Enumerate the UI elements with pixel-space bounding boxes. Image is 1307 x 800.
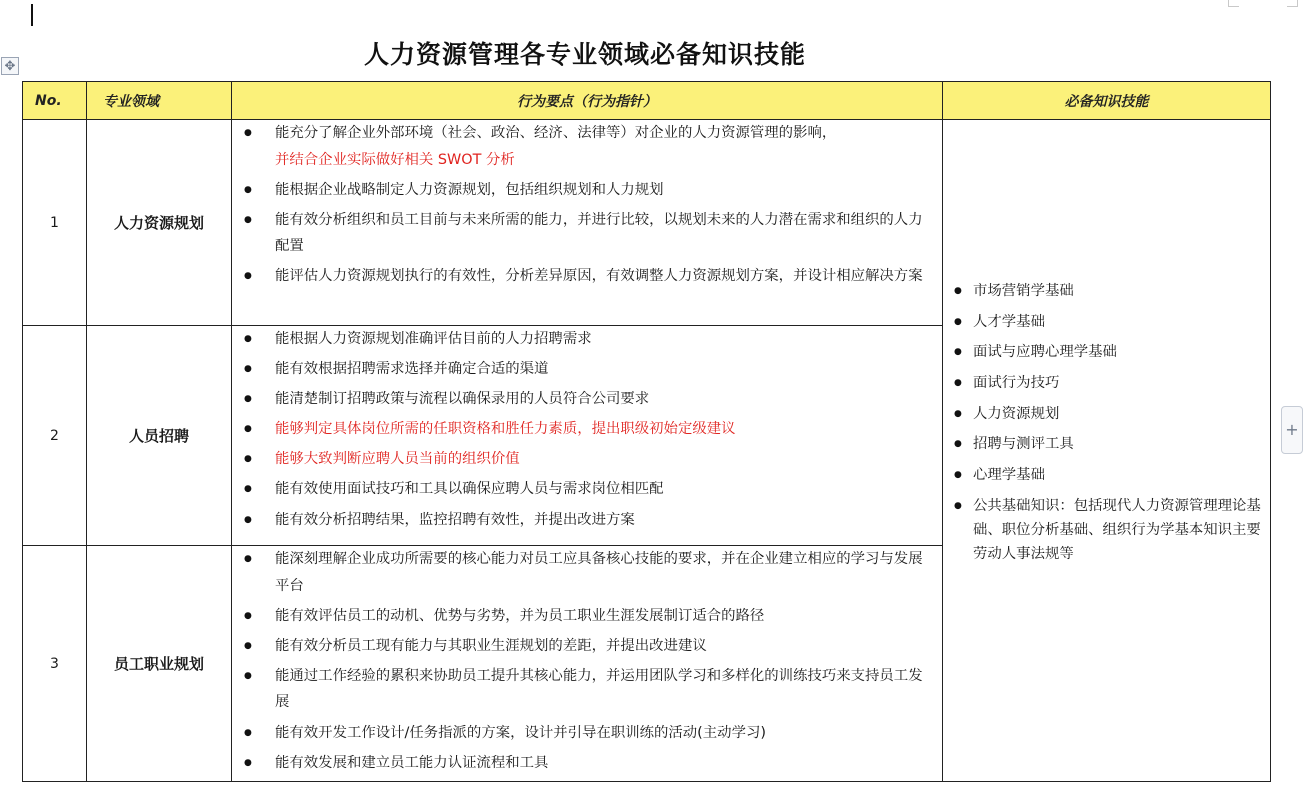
knowledge-item: ● 招聘与测评工具 xyxy=(943,432,1262,456)
document-title: 人力资源管理各专业领域必备知识技能 xyxy=(363,40,806,69)
behavior-item: ● 能有效发展和建立员工能力认证流程和工具 xyxy=(232,750,934,777)
margin-corner-mark xyxy=(1228,0,1239,7)
behavior-item: ● 能有效使用面试技巧和工具以确保应聘人员与需求岗位相匹配 xyxy=(232,476,934,503)
behavior-cell xyxy=(232,546,943,782)
behavior-item: ● 能根据人力资源规划准确评估目前的人力招聘需求 xyxy=(232,326,934,353)
behavior-item: ● 能够判定具体岗位所需的任职资格和胜任力素质，提出职级初始定级建议 xyxy=(232,416,934,443)
behavior-item: ● 能有效分析员工现有能力与其职业生涯规划的差距，并提出改进建议 xyxy=(232,633,934,660)
behavior-item: ● 能深刻理解企业成功所需要的核心能力对员工应具备核心技能的要求，并在企业建立相应的学习与发展平台 xyxy=(232,546,934,599)
behavior-list xyxy=(232,326,934,533)
knowledge-list xyxy=(943,279,1262,566)
knowledge-item: ● 公共基础知识：包括现代人力资源管理理论基础、职位分析基础、组织行为学基本知识主要劳动人事法规等 xyxy=(943,494,1262,566)
behavior-item: ● 能充分了解企业外部环境（社会、政治、经济、法律等）对企业的人力资源管理的影响， 并结合企业实际做好相关 SWOT 分析 xyxy=(232,120,934,173)
table-header-row xyxy=(23,82,1271,120)
behavior-highlight: 并结合企业实际做好相关 SWOT 分析 xyxy=(275,151,515,168)
move-cross-icon: ✥ xyxy=(4,59,16,74)
behavior-list xyxy=(232,546,934,776)
behavior-item: ● 能通过工作经验的累积来协助员工提升其核心能力，并运用团队学习和多样化的训练技巧来支持员工发展 xyxy=(232,663,934,716)
knowledge-cell xyxy=(943,120,1271,782)
knowledge-item: ● 市场营销学基础 xyxy=(943,279,1262,303)
row-area: 人力资源规划 xyxy=(87,120,232,326)
knowledge-item: ● 面试与应聘心理学基础 xyxy=(943,340,1262,364)
knowledge-item: ● 心理学基础 xyxy=(943,463,1262,487)
behavior-item: ● 能有效开发工作设计/任务指派的方案，设计并引导在职训练的活动(主动学习) xyxy=(232,720,934,747)
behavior-cell xyxy=(232,120,943,326)
row-number: 3 xyxy=(23,546,87,782)
row-area: 员工职业规划 xyxy=(87,546,232,782)
knowledge-item: ● 人才学基础 xyxy=(943,310,1262,334)
behavior-cell xyxy=(232,326,943,546)
row-number: 1 xyxy=(23,120,87,326)
header-behavior: 行为要点（行为指针） xyxy=(232,82,943,120)
behavior-item: ● 能有效分析组织和员工目前与未来所需的能力，并进行比较，以规划未来的人力潜在需求和组织的人力配置 xyxy=(232,207,934,260)
table-row xyxy=(23,120,1271,326)
margin-corner-mark xyxy=(1287,0,1298,7)
header-no: No. xyxy=(23,82,87,120)
behavior-item: ● 能清楚制订招聘政策与流程以确保录用的人员符合公司要求 xyxy=(232,386,934,413)
skills-table xyxy=(22,81,1271,782)
behavior-item: ● 能有效根据招聘需求选择并确定合适的渠道 xyxy=(232,356,934,383)
behavior-list xyxy=(232,120,934,290)
plus-icon: + xyxy=(1285,420,1299,439)
knowledge-item: ● 人力资源规划 xyxy=(943,402,1262,426)
row-area: 人员招聘 xyxy=(87,326,232,546)
text-cursor xyxy=(31,4,33,26)
header-knowledge: 必备知识技能 xyxy=(943,82,1271,120)
behavior-item: ● 能有效分析招聘结果，监控招聘有效性，并提出改进方案 xyxy=(232,507,934,534)
knowledge-item: ● 面试行为技巧 xyxy=(943,371,1262,395)
behavior-item: ● 能评估人力资源规划执行的有效性，分析差异原因，有效调整人力资源规划方案，并设计相应解决方案 xyxy=(232,263,934,290)
add-column-button[interactable] xyxy=(1281,406,1303,454)
behavior-item: ● 能根据企业战略制定人力资源规划，包括组织规划和人力规划 xyxy=(232,177,934,204)
behavior-item: ● 能有效评估员工的动机、优势与劣势，并为员工职业生涯发展制订适合的路径 xyxy=(232,603,934,630)
behavior-item: ● 能够大致判断应聘人员当前的组织价值 xyxy=(232,446,934,473)
header-area: 专业领域 xyxy=(87,82,232,120)
row-number: 2 xyxy=(23,326,87,546)
